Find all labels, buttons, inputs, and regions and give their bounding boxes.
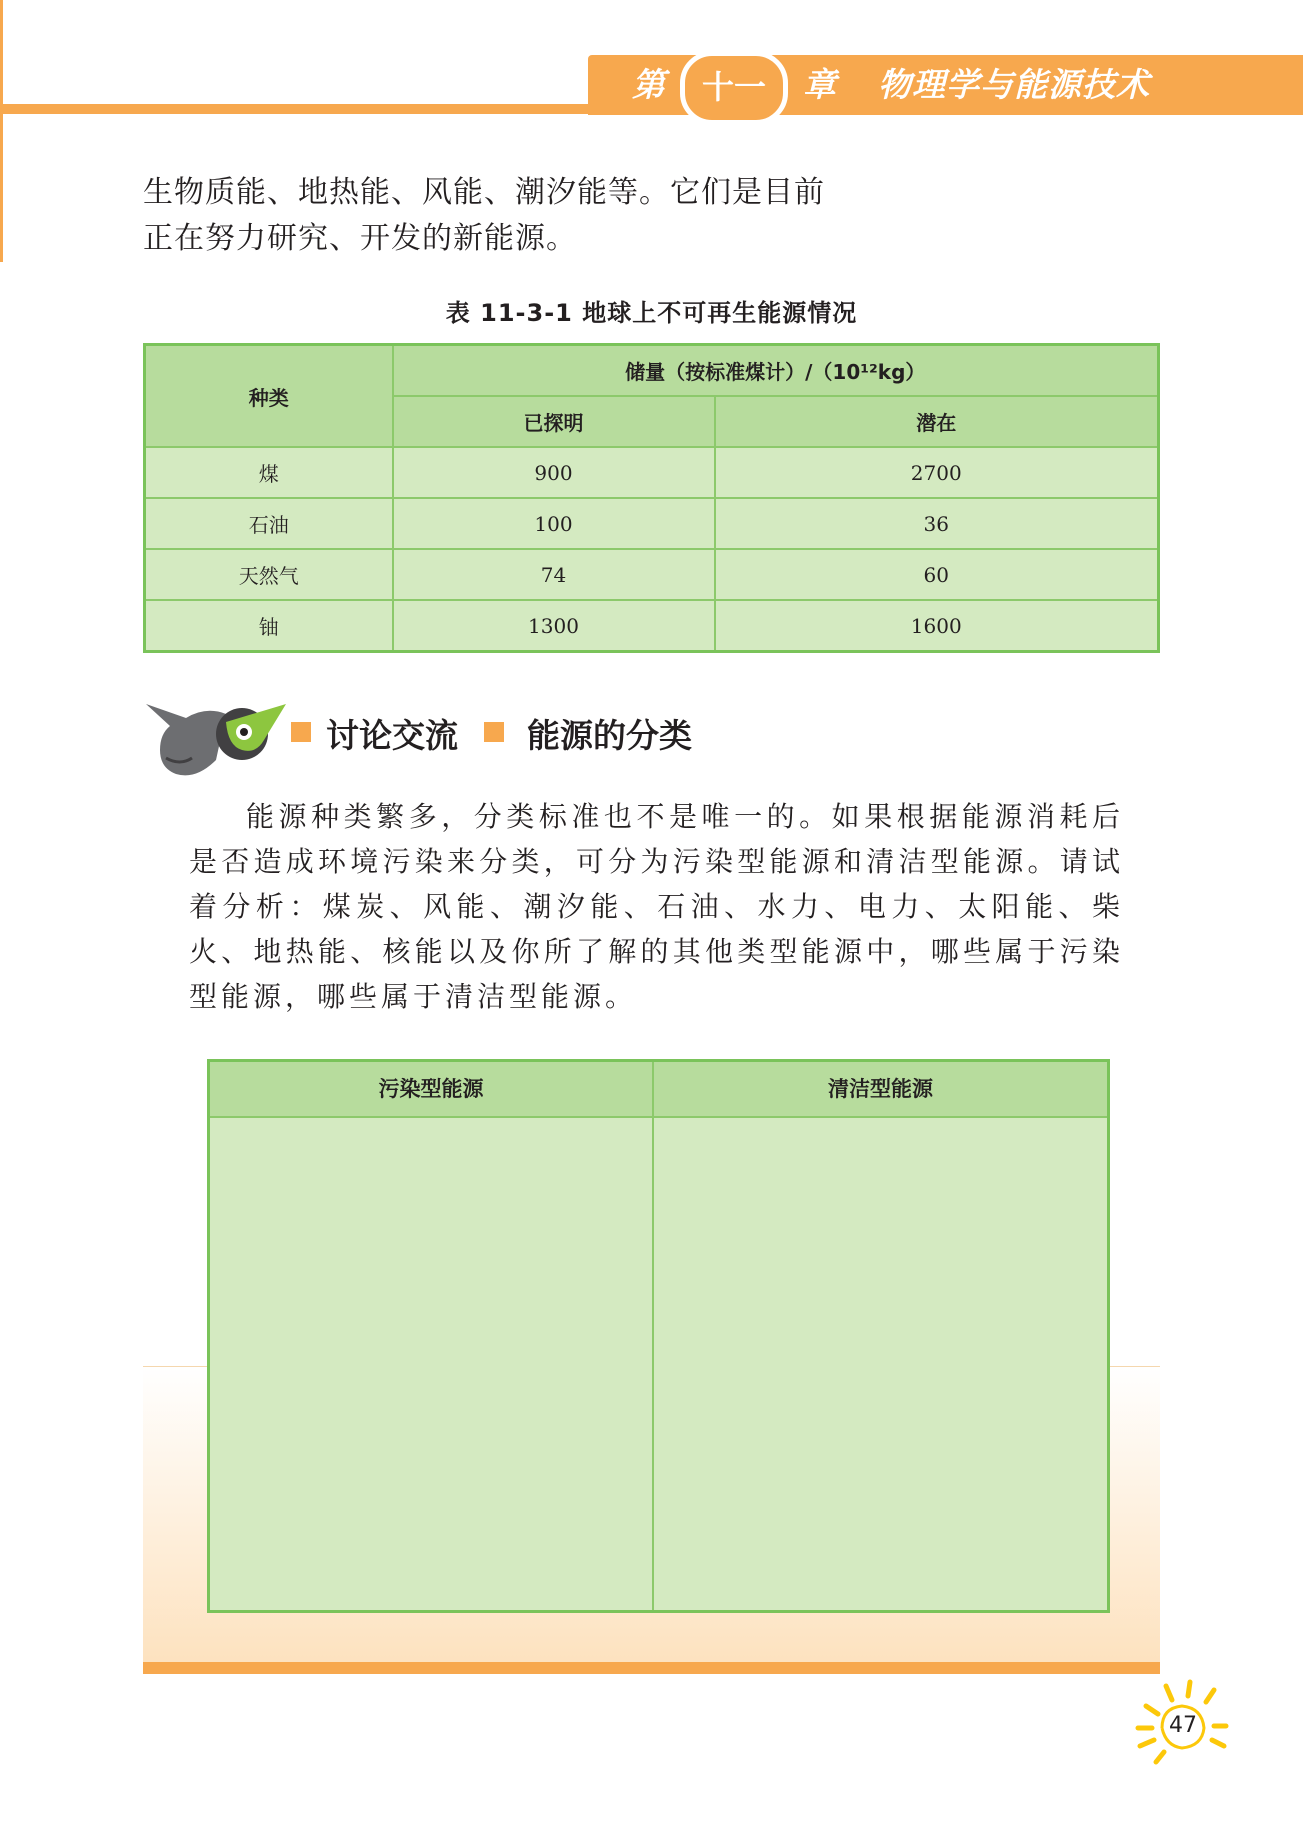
row-proven: 100 <box>393 498 715 549</box>
table-row <box>145 447 1159 498</box>
row-potential: 36 <box>715 498 1159 549</box>
discussion-title: 能源的分类 <box>527 716 692 755</box>
page-number: 47 <box>1169 1713 1197 1738</box>
header-polluting: 污染型能源 <box>378 1077 484 1101</box>
title-square <box>484 722 504 742</box>
header-proven: 已探明 <box>393 396 715 447</box>
row-proven: 900 <box>393 447 715 498</box>
classification-table <box>207 1059 1110 1613</box>
header-clean: 清洁型能源 <box>828 1077 933 1101</box>
energy-reserves-table <box>143 343 1160 653</box>
row-kind: 铀 <box>145 600 393 652</box>
row-potential: 2700 <box>715 447 1159 498</box>
header-rule <box>0 104 588 114</box>
label-square <box>291 722 311 742</box>
discussion-label: 讨论交流 <box>326 716 458 755</box>
discussion-paragraph: 能源种类繁多，分类标准也不是唯一的。如果根据能源消耗后是否造成环境污染来分类，可分为污染型能源和清洁型能源。请试着分析：煤炭、风能、潮汐能、石油、水力、电力、太阳能、柴火、地热能、核能以及你所了解的其他类型能源中，哪些属于污染型能源，哪些属于清洁型能源。 <box>189 800 1124 1013</box>
discussion-mascot-icon <box>146 700 296 780</box>
table-row <box>145 600 1159 652</box>
row-proven: 1300 <box>393 600 715 652</box>
column-divider <box>652 1062 654 1610</box>
header-kind: 种类 <box>145 345 393 448</box>
row-kind: 天然气 <box>145 549 393 600</box>
header-reserve <box>393 345 1159 397</box>
table-row <box>145 549 1159 600</box>
header-potential: 潜在 <box>715 396 1159 447</box>
row-potential: 1600 <box>715 600 1159 652</box>
chapter-prefix: 第 <box>632 65 667 104</box>
table-caption: 表 11-3-1 地球上不可再生能源情况 <box>445 299 858 327</box>
chapter-title: 物理学与能源技术 <box>878 65 1150 104</box>
bottom-rule <box>143 1662 1160 1674</box>
row-potential: 60 <box>715 549 1159 600</box>
row-proven: 74 <box>393 549 715 600</box>
table-row <box>145 498 1159 549</box>
chapter-header <box>588 55 1303 115</box>
left-margin-rule <box>0 0 3 262</box>
intro-paragraph: 生物质能、地热能、风能、潮汐能等。它们是目前正在努力研究、开发的新能源。 <box>143 175 825 256</box>
chapter-number-badge: 十一 <box>680 51 788 125</box>
row-kind: 煤 <box>145 447 393 498</box>
row-kind: 石油 <box>145 498 393 549</box>
chapter-suffix: 章 <box>803 65 838 104</box>
header-reserve-text: 储量（按标准煤计）/（10¹²kg） <box>625 360 926 384</box>
